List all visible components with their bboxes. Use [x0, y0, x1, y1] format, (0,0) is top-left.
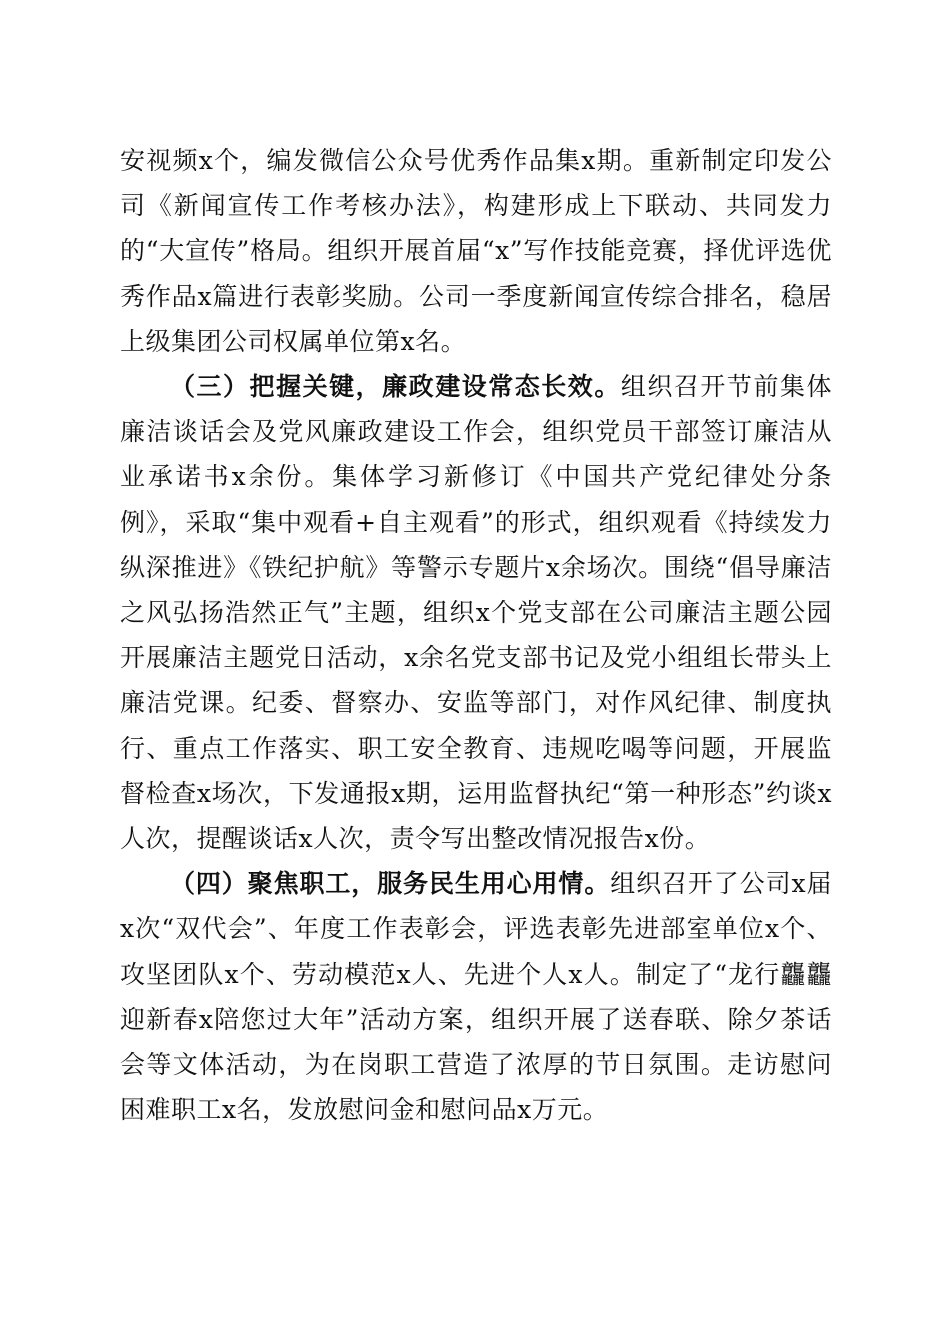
- section-heading: （四）聚焦职工，服务民生用心用情。: [170, 869, 611, 899]
- paragraph-text: 组织召开了公司x届x次“双代会”、年度工作表彰会，评选表彰先进部室单位x个、攻坚团队x个、劳动模范x人、先进个人x人。制定了“龙行龘龘迎新春x陪您过大年”活动方案，组织开展了送春联、除夕茶话会等文体活动，为在岗职工营造了浓厚的节日氛围。走访慰问困难职工x名，发放慰问金和慰问品x万元。: [120, 869, 832, 1125]
- section-heading: （三）把握关键，廉政建设常态长效。: [170, 372, 621, 402]
- paragraph-section-three: [120, 364, 832, 861]
- paragraph-continued: [120, 138, 832, 364]
- document-page: [120, 138, 832, 1208]
- paragraph-text: 组织召开节前集体廉洁谈话会及党风廉政建设工作会，组织党员干部签订廉洁从业承诺书x余份。集体学习新修订《中国共产党纪律处分条例》，采取“集中观看+自主观看”的形式，组织观看《持续发力纵深推进》《铁纪护航》等警示专题片x余场次。围绕“倡导廉洁之风弘扬浩然正气”主题，组织x个党支部在公司廉洁主题公园开展廉洁主题党日活动，x余名党支部书记及党小组组长带头上廉洁党课。纪委、督察办、安监等部门，对作风纪律、制度执行、重点工作落实、职工安全教育、违规吃喝等问题，开展监督检查x场次，下发通报x期，运用监督执纪“第一种形态”约谈x人次，提醒谈话x人次，责令写出整改情况报告x份。: [120, 372, 832, 854]
- paragraph-text: 安视频x个，编发微信公众号优秀作品集x期。重新制定印发公司《新闻宣传工作考核办法》，构建形成上下联动、共同发力的“大宣传”格局。组织开展首届“x”写作技能竞赛，择优评选优秀作品x篇进行表彰奖励。公司一季度新闻宣传综合排名，稳居上级集团公司权属单位第x名。: [120, 146, 832, 356]
- paragraph-section-four: [120, 861, 832, 1132]
